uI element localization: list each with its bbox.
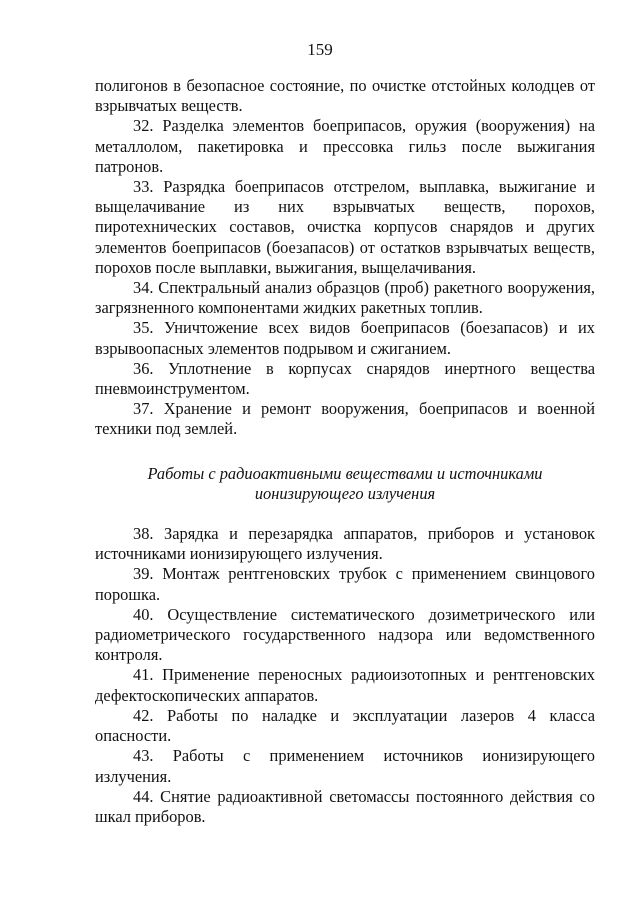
- paragraph-item-32: 32. Разделка элементов боеприпасов, оружия (вооружения) на металлолом, пакетировка и прессовка гильз после выжигания патронов.: [95, 116, 595, 176]
- paragraph-item-33: 33. Разрядка боеприпасов отстрелом, выплавка, выжигание и выщелачивание из них взрывчатых веществ, порохов, пиротехнических составов, очистка корпусов снарядов и других элементов боеприпасов (боезапасов) от остатков взрывчатых веществ, порохов после выплавки, выжигания, выщелачивания.: [95, 177, 595, 277]
- section-heading-line-1: Работы с радиоактивными веществами и источниками: [147, 463, 543, 483]
- paragraph-item-38: 38. Зарядка и перезарядка аппаратов, приборов и установок источниками ионизирующего излучения.: [95, 524, 595, 564]
- page-number: 159: [307, 40, 333, 59]
- paragraph-item-44: 44. Снятие радиоактивной светомассы постоянного действия со шкал приборов.: [95, 786, 595, 826]
- paragraph-item-40: 40. Осуществление систематического дозиметрического или радиометрического государственного надзора или ведомственного контроля.: [95, 604, 595, 665]
- paragraph-item-36: 36. Уплотнение в корпусах снарядов инертного вещества пневмоинструментом.: [95, 358, 595, 399]
- paragraph-item-42: 42. Работы по наладке и эксплуатации лазеров 4 класса опасности.: [95, 705, 595, 746]
- paragraph-item-43: 43. Работы с применением источников ионизирующего излучения.: [95, 746, 595, 786]
- paragraph-item-37: 37. Хранение и ремонт вооружения, боеприпасов и военной техники под землей.: [95, 399, 595, 439]
- document-body: [95, 76, 595, 827]
- paragraph-item-39: 39. Монтаж рентгеновских трубок с применением свинцового порошка.: [95, 564, 595, 604]
- paragraph-item-34: 34. Спектральный анализ образцов (проб) ракетного вооружения, загрязненного компонентами жидких ракетных топлив.: [95, 278, 595, 318]
- section-heading: [95, 464, 595, 504]
- paragraph-continuation: полигонов в безопасное состояние, по очистке отстойных колодцев от взрывчатых веществ.: [95, 76, 595, 116]
- paragraph-item-41: 41. Применение переносных радиоизотопных и рентгеновских дефектоскопических аппаратов.: [95, 665, 595, 705]
- section-heading-line-2: ионизирующего излучения: [254, 483, 436, 503]
- paragraph-item-35: 35. Уничтожение всех видов боеприпасов (боезапасов) и их взрывоопасных элементов подрывом и сжиганием.: [95, 318, 595, 358]
